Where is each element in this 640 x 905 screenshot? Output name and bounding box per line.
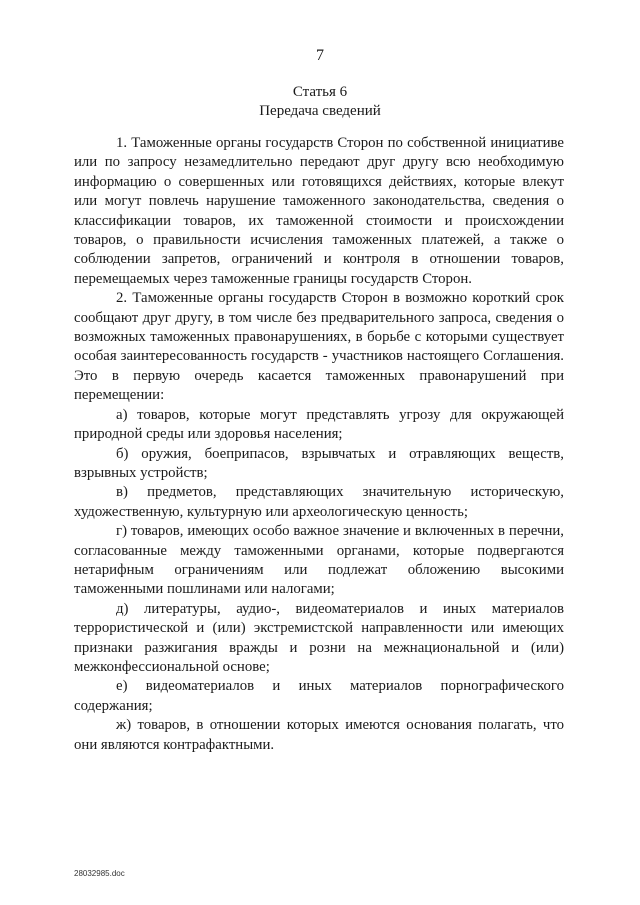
list-item-d: д) литературы, аудио-, видеоматериалов и иных материалов террористической и (или) экстремистской направленности или имеющих признаки разжигания вражды и розни на межнациональной и (или) межконфессиональной основе; — [74, 600, 564, 675]
paragraph-1: 1. Таможенные органы государств Сторон по собственной инициативе или по запросу незамедлительно передают друг другу всю необходимую информацию о совершенных или готовящихся действиях, которые влекут или могут повлечь нарушение таможенного законодательства, сведения о классификации товаров, их таможенной стоимости и происхождении товаров, о правильности исчисления таможенных платежей, а также о соблюдении запретов, ограничений и контроля в отношении товаров, перемещаемых через таможенные границы государств Сторон. — [74, 135, 564, 287]
list-item-e: е) видеоматериалов и иных материалов порнографического содержания; — [74, 678, 564, 714]
list-item-b: б) оружия, боеприпасов, взрывчатых и отравляющих веществ, взрывных устройств; — [74, 445, 564, 481]
article-body — [74, 134, 564, 755]
list-item-g: г) товаров, имеющих особо важное значение и включенных в перечни, согласованные между таможенными органами, которые подвергаются нетарифным ограничениям или подлежат обложению высокими таможенными пошлинами или налогами; — [74, 523, 564, 598]
article-title: Передача сведений — [259, 103, 381, 119]
footer-filename: 28032985.doc — [74, 869, 125, 878]
page-number: 7 — [316, 47, 324, 64]
list-item-v: в) предметов, представляющих значительную историческую, художественную, культурную или археологическую ценность; — [74, 484, 564, 520]
list-item-zh: ж) товаров, в отношении которых имеются основания полагать, что они являются контрафактными. — [74, 717, 564, 753]
list-item-a: а) товаров, которые могут представлять угрозу для окружающей природной среды или здоровья населения; — [74, 406, 564, 443]
article-number: Статья 6 — [292, 84, 348, 100]
paragraph-2: 2. Таможенные органы государств Сторон в возможно короткий срок сообщают друг другу, в том числе без предварительного запроса, сведения о возможных таможенных правонарушениях, в борьбе с которыми существует особая заинтересованность государств - участников настоящего Соглашения. Это в первую очередь касается таможенных правонарушений при перемещении: — [74, 290, 564, 404]
